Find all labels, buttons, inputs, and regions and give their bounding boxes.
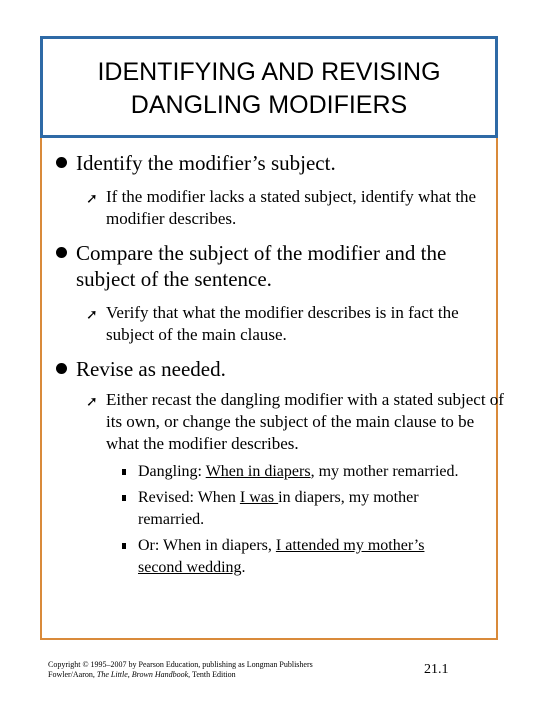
example-underlined: I attended my mother’s second wedding bbox=[138, 537, 425, 576]
example-revised-text bbox=[138, 487, 468, 531]
example-dangling-text bbox=[138, 461, 506, 483]
square-bullet-icon bbox=[122, 543, 126, 549]
example-suffix: , my mother remarried. bbox=[310, 463, 459, 480]
example-suffix: in diapers, my mother remarried. bbox=[138, 489, 419, 528]
example-underlined: I was bbox=[239, 489, 279, 506]
arrow-icon: ➚ bbox=[86, 394, 98, 410]
arrow-icon: ➚ bbox=[86, 191, 98, 207]
footer-book-title: The Little, Brown Handbook bbox=[96, 670, 189, 679]
square-bullet-icon bbox=[122, 469, 126, 475]
footer-edition: , Tenth Edition bbox=[188, 670, 236, 679]
bullet-dot-icon bbox=[56, 247, 67, 258]
bullet-2-text: Compare the subject of the modifier and the subject of the sentence. bbox=[76, 241, 447, 291]
bullet-dot-icon bbox=[56, 157, 67, 168]
page-number: 21.1 bbox=[424, 662, 449, 677]
title-line-1: IDENTIFYING AND REVISING bbox=[97, 58, 441, 86]
footer-line-1: Copyright © 1995–2007 by Pearson Education, publishing as Longman Publishers bbox=[48, 660, 313, 669]
example-suffix: . bbox=[241, 559, 246, 576]
bullet-1-text: Identify the modifier’s subject. bbox=[76, 151, 336, 175]
sub-bullet-2-text: Verify that what the modifier describes is in fact the subject of the main clause. bbox=[106, 303, 459, 344]
footer-line-2 bbox=[48, 670, 368, 680]
example-prefix: Dangling: bbox=[138, 463, 206, 480]
title-line-2: DANGLING MODIFIERS bbox=[130, 91, 408, 119]
sub-bullet-1-text: If the modifier lacks a stated subject, identify what the modifier describes. bbox=[106, 187, 477, 228]
bullet-dot-icon bbox=[56, 363, 67, 374]
example-underlined: When in diapers bbox=[205, 463, 311, 480]
arrow-icon: ➚ bbox=[86, 307, 98, 323]
sub-bullet-3-text: Either recast the dangling modifier with a stated subject of its own, or change the subject of the main clause to be what the modifier describes. bbox=[106, 390, 504, 453]
example-prefix: Revised: When bbox=[138, 489, 240, 506]
footer-author: Fowler/Aaron, bbox=[48, 670, 97, 679]
bullet-3-text: Revise as needed. bbox=[76, 357, 226, 381]
copyright-footer bbox=[48, 660, 368, 680]
square-bullet-icon bbox=[122, 495, 126, 501]
example-or-text bbox=[138, 535, 468, 579]
title-box bbox=[40, 36, 498, 138]
slide-title bbox=[97, 52, 440, 122]
example-prefix: Or: When in diapers, bbox=[138, 537, 276, 554]
